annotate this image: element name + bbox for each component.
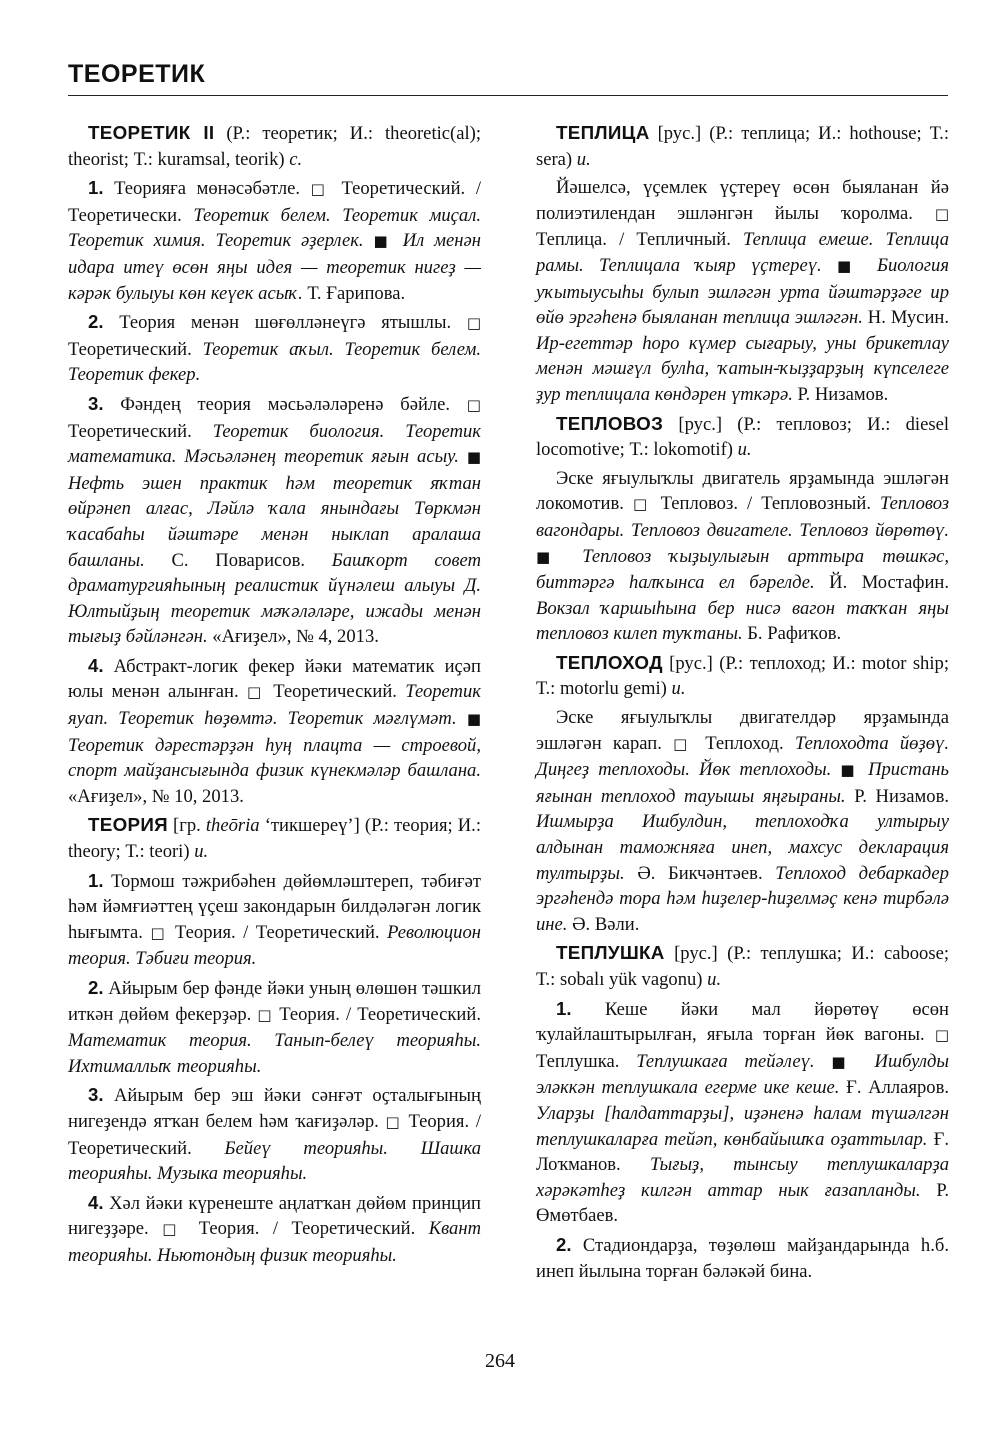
origin-lang: [рус.] [669,652,713,674]
russian-equivalent: Теплица. / Тепличный. [536,229,731,251]
quote: Ир-егеттәр һоро күмер сығарыу, уны брикетлау менән мәшғүл булһа, ҡатын-ҡыҙҙарҙың күпселеге ҙур теплицала көндәрен үткәрә. [536,332,949,405]
russian-equivalent: Теплоход. [705,732,784,754]
quote: Вокзал ҡаршыһына бер нисә вагон таҡҡан яңы тепловоз килеп туҡтаны. [536,597,949,645]
quote-source: Т. Ғарипова. [307,282,406,304]
right-column [536,118,949,1287]
sense-1 [536,996,949,1229]
entry-teplovoz [536,411,949,647]
quote: Пристань яғынан теплоход тауышы яңғыраны. [536,759,949,807]
examples: Теоретик белем. Теоретик миҫал. Теоретик химия. Теоретик әҙерлек. [68,204,481,252]
sense [536,466,949,647]
translations: (Р.: теория; И.: theory; Т.: teori) [68,815,481,863]
russian-equivalent: Теория. / Теоретический. [198,1218,416,1240]
quote: Ил менән идара итеү өсөн яңы идея — теоретик нигеҙ — кәрәк булыуы көн кеүек асыҡ. [68,230,481,304]
quote-source: Р. Низамов. [797,383,889,405]
origin-lang: [рус.] [678,413,723,435]
russian-equivalent: Теоретический. [273,681,397,703]
quote-source: Ғ. Лоҡманов. [536,1128,949,1176]
etymology-lang: [гр. [173,815,201,837]
sense-3 [68,391,481,650]
examples: Бейеү теорияһы. Шашка теорияһы. Музыка теорияһы. [68,1137,481,1185]
examples: Математик теория. Танып-белеү теорияһы. Ихтималлыҡ теорияһы. [68,1030,481,1077]
definition: Теория менән шөғөлләнеүгә ятышлы. [119,312,452,334]
quote-source: Й. Мостафин. [829,572,949,594]
etymology-word: theōria [205,815,260,837]
sense-1 [68,868,481,972]
definition: Айырым бер эш йәки сәнғәт оҫталығының нигеҙендә ятҡан белем һәм ҡағиҙәләр. [68,1085,482,1132]
part-of-speech: и. [707,969,722,990]
entry-teoriya [68,812,481,1268]
sense-number: 3. [88,1084,104,1106]
sense [536,175,949,407]
open-box-icon: □ [934,204,949,223]
quote: Башҡорт совет драматургияһының реалистик йүнәлеш алыуы Д. Юлтыйҙың теоретик мәҡәләләре, ижады менән тығыҙ бәйләнгән. [68,549,481,648]
translations: (Р.: теплоход; И.: motor ship; Т.: motorlu gemi) [536,652,949,700]
entry-teplokhod [536,650,949,938]
entry-teplushka [536,940,949,1284]
examples: Теоретик аҡыл. Теоретик белем. Теоретик фекер. [68,338,482,386]
sense-number: 3. [88,392,104,414]
filled-box-icon: ■ [840,761,859,780]
sense-number: 1. [556,997,572,1019]
filled-box-icon: ■ [831,1052,858,1071]
definition: Айырым бер фәнде йәки уның өлөшөн тәшкил иткән дөйөм фекерҙәр. [68,978,481,1025]
definition: Йәшелсә, үҫемлек үҫтереү өсөн быяланан йә полиэтилендан эшләнгән йылы ҡоролма. [536,177,949,224]
examples: Теоретик биология. Теоретик математика. Мәсьәләнең теоретик яғын асыу. [68,420,481,468]
open-box-icon: □ [385,1112,402,1131]
sense-number: 4. [88,1191,104,1213]
russian-equivalent: Теория. / Теоретический. [175,921,380,943]
sense-number: 1. [88,177,104,199]
quote-source: Ә. Бикчәнтәев. [637,862,763,884]
etymology-gloss: ‘тикшереү’] [264,815,360,837]
origin-lang: [рус.] [674,943,718,965]
quote-source: Б. Рафиҡов. [747,623,842,645]
open-box-icon: □ [632,495,652,514]
filled-box-icon: ■ [466,710,481,729]
sense-number: 2. [88,977,104,998]
definition: Стадиондарҙа, төҙөлөш майҙандарында һ.б. инеп йылына торған бәләкәй бина. [536,1234,949,1282]
open-box-icon: □ [310,180,331,199]
translations: (Р.: тепловоз; И.: diesel locomotive; Т.: lokomotif) [536,413,950,461]
quote: Теоретик дәрестәрҙән һуң плацта — строевой, спорт майҙансығында физик күнекмәләр башлана. [68,734,481,782]
open-box-icon: □ [162,1220,186,1239]
sense-number: 2. [556,1233,572,1255]
quote-source: Р. Низамов. [854,785,950,807]
quote-source: Р. Өмөтбаев. [536,1179,949,1227]
sense-4 [68,1190,481,1269]
examples: Тепловоз вагондары. Тепловоз двигателе. Тепловоз йөрөтөү. [536,493,949,541]
definition: Абстракт-логик фекер йәки математик иҫәп юлы менән алынған. [68,655,481,703]
sense-number: 1. [88,869,104,891]
entry-teoretik [68,120,481,809]
definition: Кеше йәки мал йөрөтөү өсөн ҡулайлаштырылған, яғыла торған йөк вагоны. [536,998,949,1046]
quote: Ишмырҙа Ишбулдин, теплоходҡа ултырыу алдынан таможняға инеп, махсус декларация тултырҙы. [536,811,949,884]
sense-2 [68,309,481,388]
entry-head [536,120,949,172]
headword: ТЕПЛУШКА [556,942,665,964]
quote: Уларҙы [һалдаттарҙы], иҙәненә һалам түшәлгән теплушкаларға тейәп, көнбайышҡа оҙаттылар. [536,1102,949,1150]
quote-source: Н. Мусин. [867,307,949,329]
sense-3 [68,1082,481,1186]
definition: Тормош тәжрибәһен дөйөмләштереп, тәбиғәт һәм йәмғиәттең үҫеш закондарын билдәләгән логик һығымта. [68,870,481,943]
sense-4 [68,653,481,810]
entry-head [68,120,481,172]
open-box-icon: □ [673,734,694,753]
headword: ТЕПЛИЦА [556,122,650,143]
part-of-speech: и. [671,678,686,700]
part-of-speech: с. [289,148,303,170]
sense [536,705,949,937]
quote: Ишбулды эләккән теплушкала егерме ике кеше. [536,1050,949,1099]
translations: (Р.: теплушка; И.: caboose; Т.: sobalı yük vagonu) [536,943,950,990]
part-of-speech: и. [576,148,591,170]
examples: Революцион теория. Тәбиғи теория. [68,921,481,970]
open-box-icon: □ [150,923,168,942]
definition: Хәл йәки күренеште аңлатҡан дөйөм принцип нигеҙҙәре. [68,1192,481,1240]
entry-head [536,650,949,702]
definition: Фәндең теория мәсьәләләренә бәйле. [120,393,451,415]
headword: ТЕПЛОХОД [556,651,663,673]
left-column [68,118,481,1272]
filled-box-icon: ■ [373,232,393,251]
russian-equivalent: Теплушка. [536,1050,620,1072]
filled-box-icon: ■ [536,547,564,566]
russian-equivalent: Теоретический. / Теоретически. [68,178,481,226]
definition: Эске яғыулыҡлы двигателдәр ярҙамында эшләгән карап. [536,707,949,754]
sense-2 [68,975,481,1079]
running-head: ТЕОРЕТИК [68,60,206,88]
sense-number: 4. [88,654,104,676]
russian-equivalent: Теоретический. [68,420,192,442]
entry-teplitsa [536,120,949,408]
quote: Нефть эшен практик һәм теоретик яҡтан өйрәнеп алғас, Ләйлә ҡала янындағы Төркмән ҡасабаһы йәштәре менән ныклап аралаша башланы. [68,472,481,571]
examples: Теплоходта йөҙөү. Диңгеҙ теплоходы. Йөк теплоходы. [536,732,949,781]
quote-source: Ә. Вәли. [572,913,640,935]
quote: Биология уҡытыусыһы булып эшләгән урта йәштәрҙәге ир өйө эргәһенә быяланан теплица эшләгән. [536,254,949,329]
quote-source: «Ағиҙел», № 10, 2013. [68,785,244,807]
russian-equivalent: Тепловоз. / Тепловозный. [660,493,871,515]
headword: ТЕОРЕТИК II [88,122,215,143]
header-rule [68,95,948,96]
translations: (Р.: теоретик; И.: theoretic(al); theorist; Т.: kuramsal, teorik) [68,123,481,170]
definition: Теорияға мөнәсәбәтле. [114,178,300,200]
headword: ТЕОРИЯ [88,814,168,836]
sense-2 [536,1232,949,1284]
quote-source: С. Поварисов. [171,549,306,571]
filled-box-icon: ■ [466,448,482,467]
entry-head [536,940,949,992]
filled-box-icon: ■ [836,256,862,275]
open-box-icon: □ [247,683,265,702]
russian-equivalent: Теория. / Теоретический. [68,1110,482,1159]
page-number: 264 [485,1350,515,1372]
entry-head [536,411,949,463]
quote: Тығыҙ, тынсыу теплушкаларҙа хәрәкәтһеҙ килгән аттар нык ғазапланды. [536,1154,949,1201]
examples: Квант теорияһы. Ньютондың физик теорияһы. [68,1218,481,1266]
examples: Теплица емеше. Теплица рамы. Теплицала ҡыяр үҫтереү. [536,229,950,276]
open-box-icon: □ [466,395,481,414]
definition: Эске яғыулыҡлы двигатель ярҙамында эшләгән локомотив. [536,467,949,515]
russian-equivalent: Теория. / Теоретический. [279,1003,481,1025]
part-of-speech: и. [737,439,752,461]
part-of-speech: и. [194,841,209,863]
quote-source: «Ағиҙел», № 4, 2013. [212,626,379,648]
open-box-icon: □ [466,314,481,333]
sense-1 [68,175,481,306]
russian-equivalent: Теоретический. [68,338,192,360]
examples: Теоретик яуап. Теоретик һөҙөмтә. Теоретик мәғлүмәт. [68,681,481,730]
open-box-icon: □ [257,1005,274,1024]
quote: Тепловоз ҡыҙыулығын арттыра төшкәс, биттәргә һалҡынса ел бәрелде. [536,545,949,594]
sense-number: 2. [88,311,104,333]
origin-lang: [рус.] [657,123,702,144]
headword: ТЕПЛОВОЗ [556,412,664,434]
quote: Теплоход дебаркадер эргәһендә тора һәм һиҙелер-һиҙелмәҫ кенә тирбәлә ине. [536,862,949,935]
examples: Теплушкаға тейәлеү. [636,1050,815,1072]
open-box-icon: □ [934,1026,949,1045]
quote-source: Ғ. Аллаяров. [846,1077,950,1099]
translations: (Р.: теплица; И.: hothouse; Т.: sera) [536,123,949,170]
entry-head [68,812,481,864]
